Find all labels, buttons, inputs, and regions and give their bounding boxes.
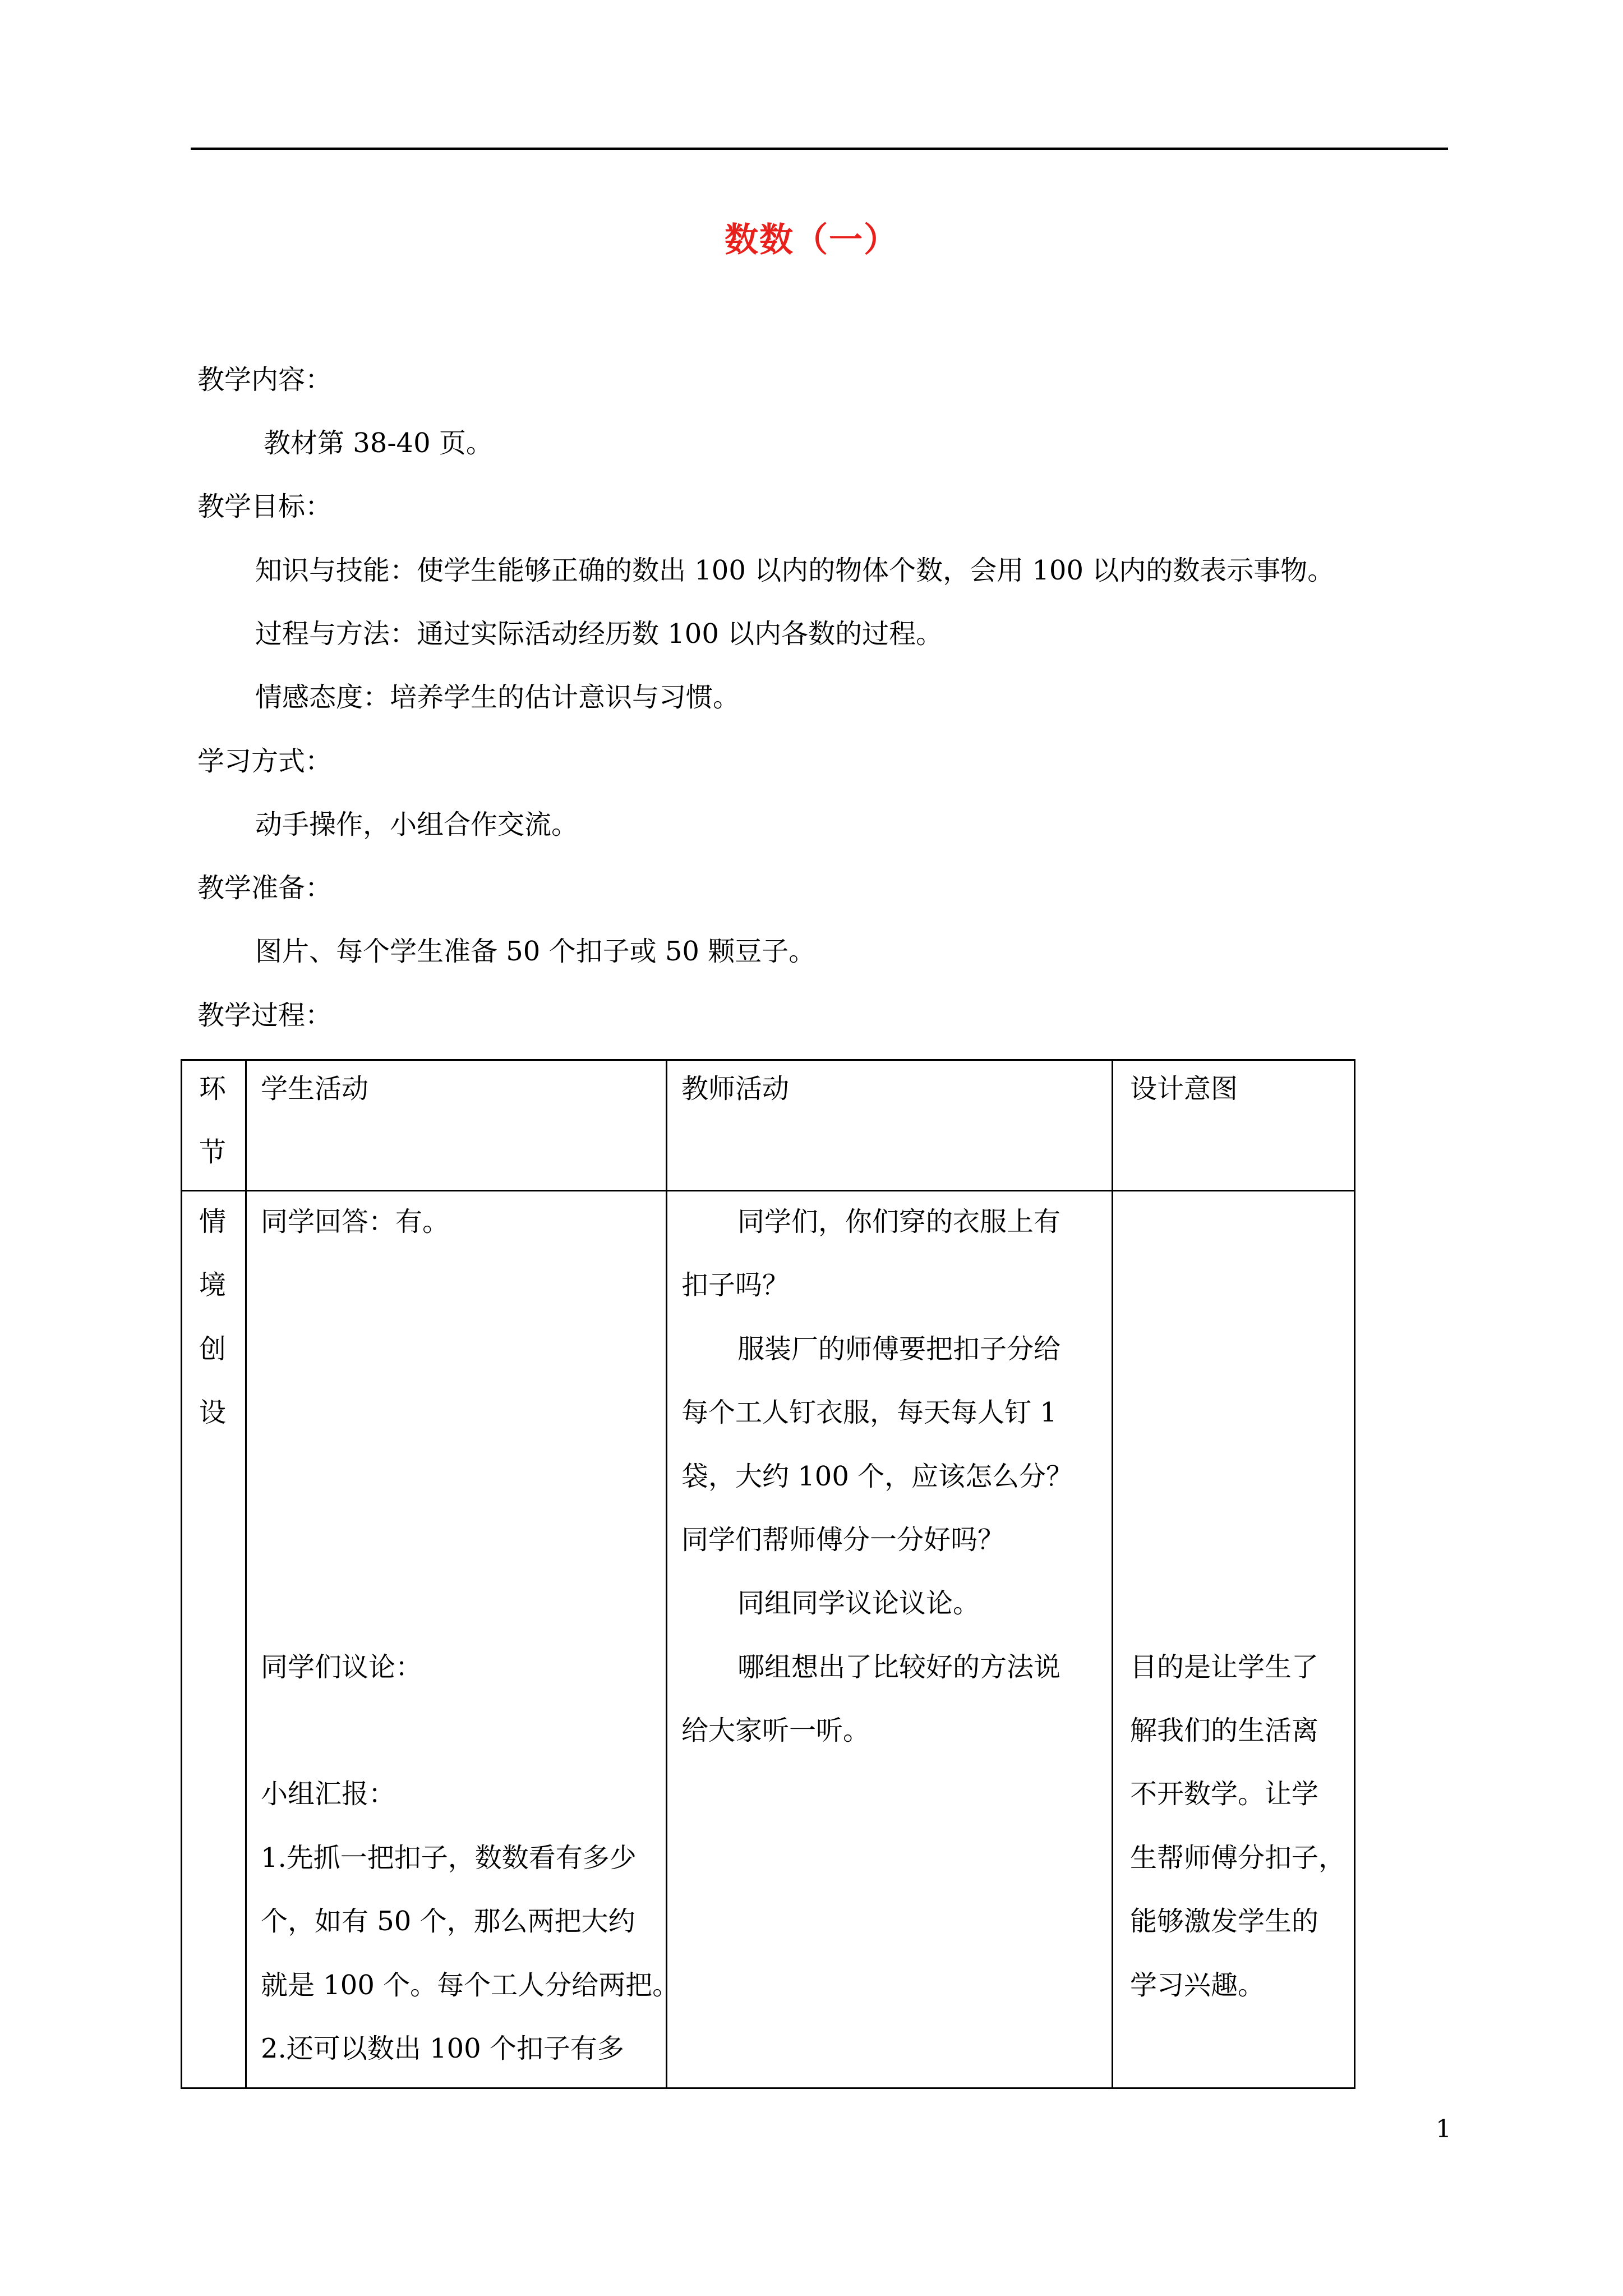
stage-char: 创 — [199, 1333, 227, 1365]
student-line: 同学回答：有。 — [261, 1206, 450, 1237]
intent-line: 目的是让学生了 — [1130, 1651, 1319, 1683]
header-intent-cell — [1113, 1060, 1355, 1191]
student-line: 就是 100 个。每个工人分给两把。 — [261, 1970, 680, 2001]
objective-knowledge: 知识与技能：使学生能够正确的数出 100 以内的物体个数，会用 100 以内的数表示事物。 — [255, 555, 1335, 586]
intent-line: 不开数学。让学 — [1130, 1778, 1319, 1810]
content-text: 教材第 38-40 页。 — [264, 427, 493, 459]
method-text: 动手操作，小组合作交流。 — [255, 809, 579, 840]
header-stage-char: 节 — [199, 1137, 227, 1168]
header-teacher-activity: 教师活动 — [681, 1073, 790, 1105]
lesson-process-table — [181, 1059, 1355, 2089]
page-number: 1 — [1436, 2115, 1451, 2143]
teacher-line: 同学们帮师傅分一分好吗？ — [681, 1524, 1005, 1556]
student-line: 2.还可以数出 100 个扣子有多 — [261, 2033, 624, 2064]
student-line: 小组汇报： — [261, 1778, 396, 1810]
header-stage-char: 环 — [199, 1073, 227, 1105]
stage-char: 设 — [199, 1397, 227, 1428]
teacher-activity-cell — [667, 1191, 1113, 2088]
intent-line: 能够激发学生的 — [1130, 1906, 1319, 1937]
header-design-intent: 设计意图 — [1130, 1073, 1238, 1105]
teacher-line: 同学们，你们穿的衣服上有 — [737, 1206, 1061, 1237]
stage-char: 情 — [199, 1206, 227, 1237]
method-heading: 学习方式： — [197, 746, 333, 777]
stage-char: 境 — [199, 1269, 227, 1301]
header-stage-cell — [182, 1060, 246, 1191]
header-student-activity: 学生活动 — [261, 1073, 369, 1105]
objectives-heading: 教学目标： — [197, 491, 333, 522]
objective-attitude: 情感态度：培养学生的估计意识与习惯。 — [255, 682, 740, 713]
prep-text: 图片、每个学生准备 50 个扣子或 50 颗豆子。 — [255, 936, 816, 967]
header-student-cell — [246, 1060, 667, 1191]
process-heading: 教学过程： — [197, 1000, 333, 1031]
student-activity-cell — [246, 1191, 680, 2088]
teacher-line: 给大家听一听。 — [681, 1715, 870, 1746]
student-line: 个，如有 50 个，那么两把大约 — [261, 1906, 635, 1937]
header-rule — [191, 148, 1448, 150]
objective-process: 过程与方法：通过实际活动经历数 100 以内各数的过程。 — [255, 618, 943, 650]
student-line: 1.先抓一把扣子，数数看有多少 — [261, 1842, 637, 1874]
header-teacher-cell — [667, 1060, 1113, 1191]
teacher-line: 服装厂的师傅要把扣子分给 — [737, 1333, 1061, 1365]
teacher-line: 同组同学议论议论。 — [737, 1588, 980, 1619]
content-heading: 教学内容： — [197, 364, 333, 395]
teacher-line: 扣子吗？ — [681, 1269, 790, 1301]
stage-cell — [182, 1191, 246, 2088]
intent-line: 学习兴趣。 — [1130, 1970, 1265, 2001]
intent-line: 生帮师傅分扣子， — [1130, 1842, 1346, 1874]
design-intent-cell — [1113, 1191, 1355, 2088]
teacher-line: 袋，大约 100 个，应该怎么分？ — [681, 1461, 1073, 1492]
intent-line: 解我们的生活离 — [1130, 1715, 1319, 1746]
table-header-row — [182, 1060, 1355, 1191]
teacher-line: 每个工人钉衣服，每天每人钉 1 — [681, 1397, 1057, 1428]
document-title: 数数（一） — [725, 220, 898, 260]
student-line: 同学们议论： — [261, 1651, 423, 1683]
teacher-line: 哪组想出了比较好的方法说 — [737, 1651, 1061, 1683]
prep-heading: 教学准备： — [197, 872, 333, 904]
table-row — [182, 1191, 1355, 2088]
